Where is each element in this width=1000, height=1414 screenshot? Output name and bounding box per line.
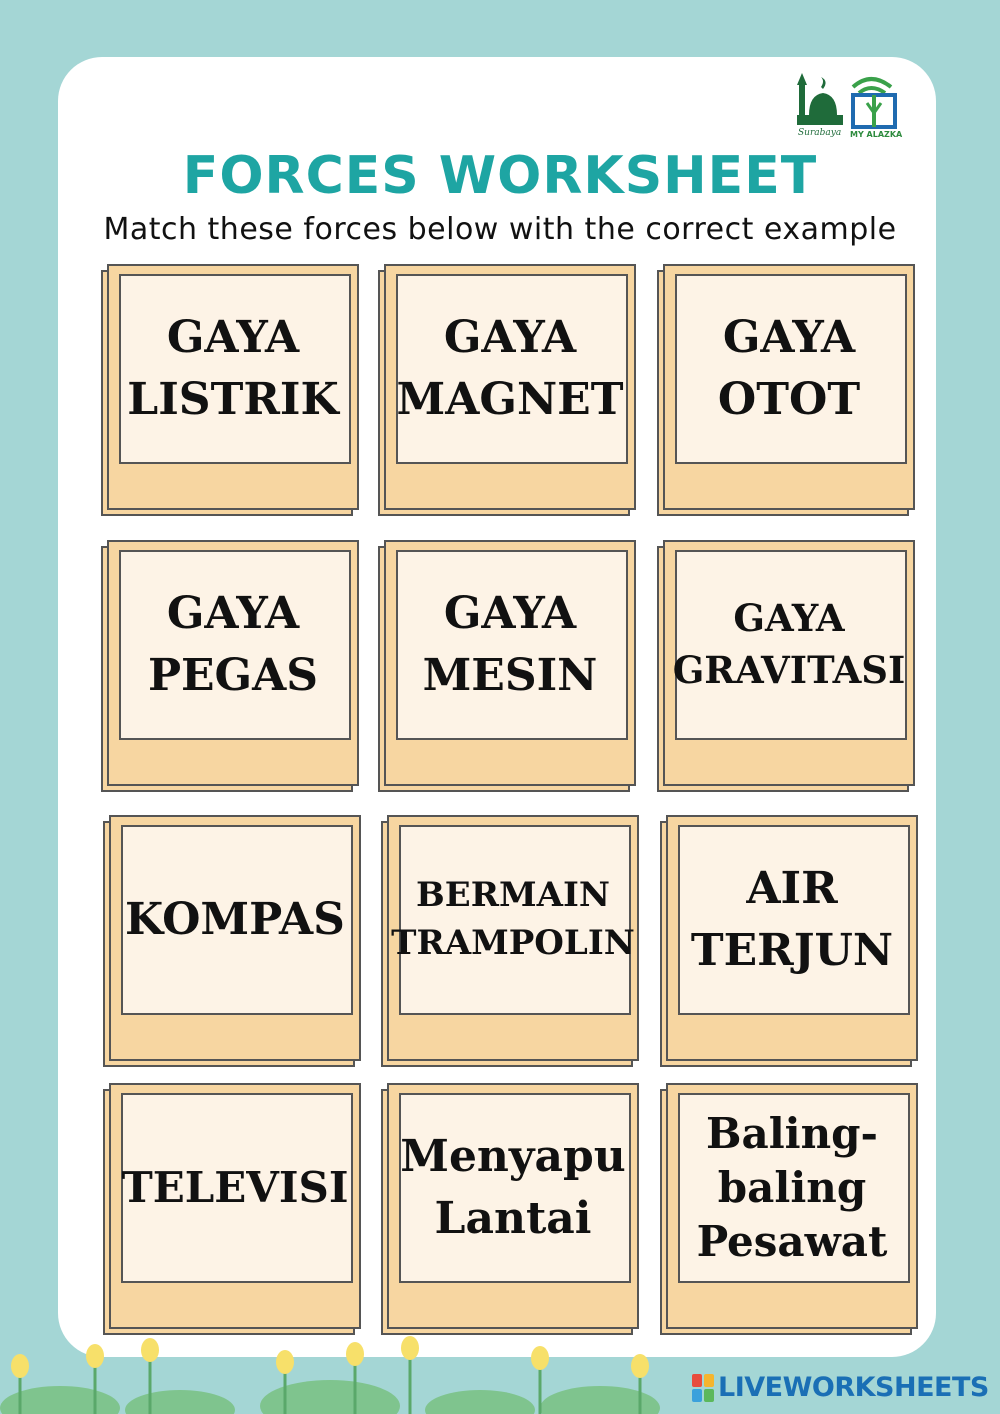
example-card[interactable]	[381, 1083, 639, 1335]
example-card[interactable]	[660, 815, 918, 1067]
example-card[interactable]	[660, 1083, 918, 1335]
card-label: Baling- baling Pesawat	[696, 1109, 888, 1266]
force-card[interactable]	[657, 540, 915, 792]
card-label: BERMAIN TRAMPOLIN	[391, 875, 635, 963]
force-card[interactable]	[101, 264, 359, 516]
card-label: GAYA MAGNET	[396, 312, 624, 425]
card-label: GAYA LISTRIK	[127, 312, 339, 425]
liveworksheets-watermark[interactable]	[692, 1372, 989, 1403]
force-card[interactable]	[378, 264, 636, 516]
force-card[interactable]	[378, 540, 636, 792]
right-logo-text: MY ALAZKA	[850, 130, 903, 139]
watermark-text: LIVEWORKSHEETS	[718, 1372, 989, 1403]
mosque-icon	[797, 73, 843, 125]
left-logo-script-text: Surabaya	[798, 128, 842, 138]
card-label: KOMPAS	[125, 894, 345, 946]
example-card[interactable]	[103, 815, 361, 1067]
force-card[interactable]	[657, 264, 915, 516]
card-label: Menyapu Lantai	[400, 1131, 626, 1244]
card-label: GAYA PEGAS	[147, 588, 319, 701]
page-title: FORCES WORKSHEET	[182, 146, 818, 206]
example-card[interactable]	[103, 1083, 361, 1335]
book-wifi-icon	[853, 79, 895, 127]
page-subtitle: Match these forces below with the correct example	[103, 212, 897, 247]
card-label: GAYA OTOT	[717, 312, 861, 425]
card-label: GAYA MESIN	[422, 588, 598, 701]
card-label: TELEVISI	[121, 1162, 349, 1212]
card-label: GAYA GRAVITASI	[672, 596, 906, 692]
card-label: AIR TERJUN	[690, 863, 894, 976]
example-card[interactable]	[381, 815, 639, 1067]
liveworksheets-logo-icon	[692, 1374, 714, 1402]
force-card[interactable]	[101, 540, 359, 792]
